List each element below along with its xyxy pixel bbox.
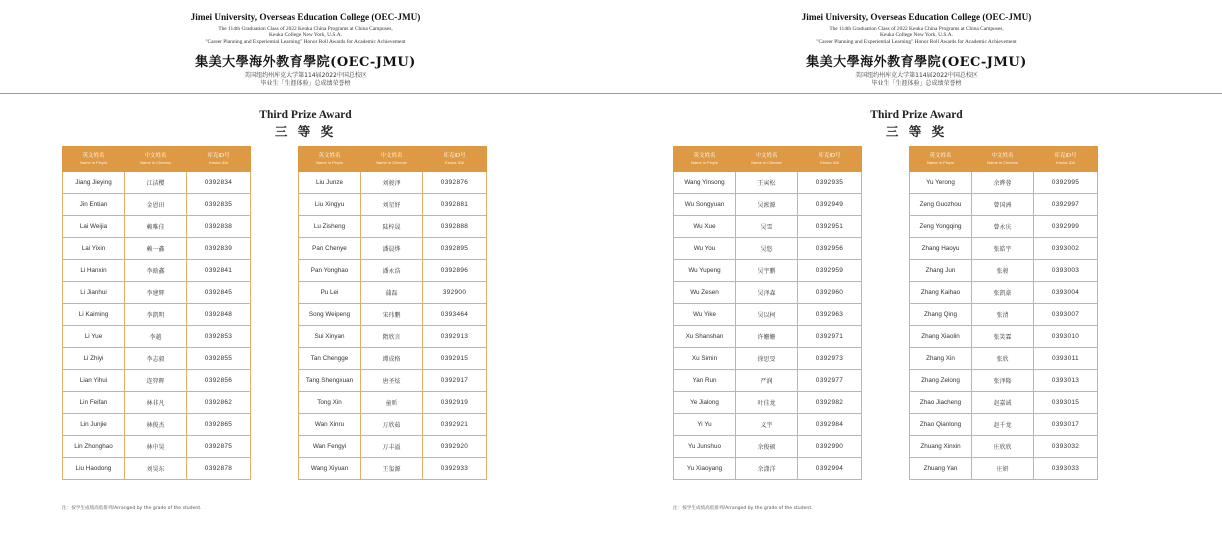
table-row: [674, 172, 862, 194]
header-sublabel: Keuka ID#: [445, 159, 464, 165]
name-chinese-cell: 吴泽森: [736, 282, 798, 304]
name-pinyin-cell: Zhang Jun: [910, 260, 972, 282]
name-chinese-cell: 万丰溢: [361, 436, 423, 458]
name-pinyin-cell: Lai Yixin: [63, 238, 125, 260]
keuka-id-cell: 0392881: [423, 194, 487, 216]
table-row: [299, 216, 487, 238]
keuka-id-cell: 0393017: [1034, 414, 1098, 436]
keuka-id-cell: 0392853: [187, 326, 251, 348]
name-chinese-cell: 王寅松: [736, 172, 798, 194]
name-chinese-cell: 张欣: [972, 348, 1034, 370]
name-pinyin-cell: Zhuang Xinxin: [910, 436, 972, 458]
award-title-english: Third Prize Award: [870, 109, 963, 121]
name-pinyin-cell: Wu Zesen: [674, 282, 736, 304]
name-chinese-cell: 潘晨烨: [361, 238, 423, 260]
table-row: [299, 370, 487, 392]
header-sublabel: Name in Pinyin: [80, 159, 107, 165]
honor-roll-line: "Career Planning and Experiential Learning" Honor Roll Awards for Academic Achievement: [816, 39, 1017, 45]
name-pinyin-cell: Wu Yike: [674, 304, 736, 326]
keuka-id-cell: 0392865: [187, 414, 251, 436]
name-chinese-cell: 李越: [125, 326, 187, 348]
name-pinyin-cell: Zhang Xin: [910, 348, 972, 370]
name-chinese-cell: 吴悠: [736, 238, 798, 260]
name-chinese-cell: 江洁樱: [125, 172, 187, 194]
table-row: [63, 414, 251, 436]
document-header: [611, 0, 1222, 94]
table-row: [63, 282, 251, 304]
name-pinyin-cell: Wan Fengyi: [299, 436, 361, 458]
table-row: [910, 348, 1098, 370]
name-chinese-cell: 义宇: [736, 414, 798, 436]
table-row: [299, 458, 487, 480]
header-label: 英文姓名: [929, 152, 952, 159]
name-chinese-cell: 蒲磊: [361, 282, 423, 304]
name-chinese-cell: 金恩田: [125, 194, 187, 216]
graduation-class-line: The 114th Graduation Class of 2022 Keuka China Programs at China Campuses,: [218, 26, 393, 32]
name-pinyin-cell: Lin Junjie: [63, 414, 125, 436]
award-table-right: [909, 146, 1098, 480]
keuka-id-cell: 0393033: [1034, 458, 1098, 480]
keuka-id-cell: 0392841: [187, 260, 251, 282]
name-pinyin-cell: Lu Zisheng: [299, 216, 361, 238]
keuka-id-cell: 0393007: [1034, 304, 1098, 326]
header-label: 中文姓名: [144, 152, 167, 159]
name-pinyin-cell: Zeng Yongqing: [910, 216, 972, 238]
header-label: 英文姓名: [82, 152, 105, 159]
keuka-id-cell: 0393015: [1034, 392, 1098, 414]
name-pinyin-cell: Xu Shanshan: [674, 326, 736, 348]
header-name-chinese: [736, 147, 798, 172]
name-chinese-cell: 刘星妤: [361, 194, 423, 216]
header-name-pinyin: [63, 147, 125, 172]
header-label: 英文姓名: [318, 152, 341, 159]
table-row: [910, 172, 1098, 194]
name-pinyin-cell: Liu Xingyu: [299, 194, 361, 216]
keuka-id-cell: 0392949: [798, 194, 862, 216]
name-chinese-cell: 王玺源: [361, 458, 423, 480]
keuka-id-cell: 0392876: [423, 172, 487, 194]
name-chinese-cell: 童昕: [361, 392, 423, 414]
keuka-id-cell: 0392990: [798, 436, 862, 458]
table-row: [674, 194, 862, 216]
name-chinese-cell: 万欣茹: [361, 414, 423, 436]
keuka-id-cell: 0392895: [423, 238, 487, 260]
table-row: [63, 436, 251, 458]
keuka-id-cell: 0392963: [798, 304, 862, 326]
name-pinyin-cell: Lin Feifan: [63, 392, 125, 414]
name-pinyin-cell: Zhao Qianlong: [910, 414, 972, 436]
name-chinese-cell: 陆梓晟: [361, 216, 423, 238]
name-chinese-cell: 李晗鑫: [125, 260, 187, 282]
name-chinese-cell: 赵嘉诚: [972, 392, 1034, 414]
table-row: [299, 348, 487, 370]
award-table-right: [298, 146, 487, 480]
name-pinyin-cell: Li Jianhui: [63, 282, 125, 304]
graduation-class-line: The 114th Graduation Class of 2022 Keuka China Programs at China Campuses,: [829, 26, 1004, 32]
keuka-id-cell: 0392997: [1034, 194, 1098, 216]
name-chinese-cell: 李志毅: [125, 348, 187, 370]
keuka-id-cell: 0392956: [798, 238, 862, 260]
name-chinese-cell: 张笑霖: [972, 326, 1034, 348]
award-table-left: [62, 146, 251, 480]
name-chinese-cell: 赖一鑫: [125, 238, 187, 260]
table-row: [63, 370, 251, 392]
table-row: [674, 260, 862, 282]
table-row: [910, 282, 1098, 304]
award-title-chinese: 三 等 奖: [274, 124, 337, 139]
keuka-id-cell: 0392835: [187, 194, 251, 216]
keuka-id-cell: 0392920: [423, 436, 487, 458]
table-header-row: [910, 147, 1098, 172]
name-chinese-cell: 许姗姗: [736, 326, 798, 348]
header-divider: [611, 93, 1222, 94]
name-chinese-cell: 潘永浩: [361, 260, 423, 282]
award-table-left: [673, 146, 862, 480]
keuka-id-cell: 0392896: [423, 260, 487, 282]
name-chinese-cell: 张皓宇: [972, 238, 1034, 260]
keuka-id-cell: 0392933: [423, 458, 487, 480]
name-pinyin-cell: Yan Run: [674, 370, 736, 392]
table-row: [299, 436, 487, 458]
keuka-id-cell: 0392834: [187, 172, 251, 194]
name-pinyin-cell: Jiang Jieying: [63, 172, 125, 194]
table-row: [299, 172, 487, 194]
keuka-id-cell: 0392856: [187, 370, 251, 392]
table-row: [674, 282, 862, 304]
table-row: [674, 414, 862, 436]
honor-roll-line: "Career Planning and Experiential Learning" Honor Roll Awards for Academic Achievement: [205, 39, 406, 45]
keuka-id-cell: 0392977: [798, 370, 862, 392]
name-pinyin-cell: Zhao Jiacheng: [910, 392, 972, 414]
name-pinyin-cell: Yu Yerong: [910, 172, 972, 194]
name-pinyin-cell: Li Zhiyi: [63, 348, 125, 370]
table-row: [674, 326, 862, 348]
keuka-id-cell: 0392951: [798, 216, 862, 238]
table-row: [299, 414, 487, 436]
table-row: [63, 216, 251, 238]
name-chinese-cell: 李建辉: [125, 282, 187, 304]
name-chinese-cell: 吴宇鹏: [736, 260, 798, 282]
name-pinyin-cell: Song Weipeng: [299, 304, 361, 326]
name-chinese-cell: 庄欣欣: [972, 436, 1034, 458]
header-sublabel: Name in Pinyin: [927, 159, 954, 165]
chinese-subtitle-1: 美国纽约州库克大学第114届2022中国总校区: [855, 72, 978, 79]
name-pinyin-cell: Wang Yinsong: [674, 172, 736, 194]
table-row: [674, 348, 862, 370]
name-pinyin-cell: Sui Xinyan: [299, 326, 361, 348]
name-pinyin-cell: Liu Haodong: [63, 458, 125, 480]
keuka-id-cell: 0392845: [187, 282, 251, 304]
name-pinyin-cell: Pu Lei: [299, 282, 361, 304]
keuka-id-cell: 0392839: [187, 238, 251, 260]
table-row: [674, 458, 862, 480]
header-keuka-id: [423, 147, 487, 172]
table-row: [299, 238, 487, 260]
name-chinese-cell: 李凯明: [125, 304, 187, 326]
table-row: [910, 414, 1098, 436]
header-sublabel: Name in Chinese: [751, 159, 782, 165]
name-pinyin-cell: Tang Shengxuan: [299, 370, 361, 392]
table-row: [63, 238, 251, 260]
table-row: [910, 194, 1098, 216]
name-pinyin-cell: Wang Xiyuan: [299, 458, 361, 480]
header-label: 英文姓名: [693, 152, 716, 159]
keuka-id-cell: 0392984: [798, 414, 862, 436]
name-pinyin-cell: Pan Yonghao: [299, 260, 361, 282]
name-pinyin-cell: Pan Chenye: [299, 238, 361, 260]
name-pinyin-cell: Tong Xin: [299, 392, 361, 414]
name-chinese-cell: 林俊杰: [125, 414, 187, 436]
table-row: [910, 392, 1098, 414]
keuka-id-cell: 0392917: [423, 370, 487, 392]
header-label: 中文姓名: [991, 152, 1014, 159]
name-pinyin-cell: Lian Yihui: [63, 370, 125, 392]
award-page-right: [611, 0, 1222, 536]
header-sublabel: Name in Chinese: [376, 159, 407, 165]
name-chinese-cell: 张凯豪: [972, 282, 1034, 304]
table-row: [63, 392, 251, 414]
table-row: [910, 326, 1098, 348]
name-chinese-cell: 吴雪: [736, 216, 798, 238]
keuka-id-cell: 0392971: [798, 326, 862, 348]
name-chinese-cell: 赵千龙: [972, 414, 1034, 436]
keuka-id-cell: 0392855: [187, 348, 251, 370]
keuka-id-cell: 0392999: [1034, 216, 1098, 238]
chinese-subtitle-2: 毕业生「生涯体验」总成绩荣誉榜: [260, 80, 351, 87]
keuka-id-cell: 0392994: [798, 458, 862, 480]
table-row: [299, 326, 487, 348]
name-pinyin-cell: Yi Yu: [674, 414, 736, 436]
header-sublabel: Name in Chinese: [987, 159, 1018, 165]
table-row: [299, 392, 487, 414]
keuka-id-cell: 0393003: [1034, 260, 1098, 282]
header-label: 中文姓名: [380, 152, 403, 159]
header-name-chinese: [972, 147, 1034, 172]
header-sublabel: Name in Chinese: [140, 159, 171, 165]
header-keuka-id: [1034, 147, 1098, 172]
award-title-english: Third Prize Award: [259, 109, 352, 121]
header-sublabel: Keuka ID#: [1056, 159, 1075, 165]
name-pinyin-cell: Wu Songyuan: [674, 194, 736, 216]
keuka-id-cell: 0393013: [1034, 370, 1098, 392]
keuka-id-cell: 0392919: [423, 392, 487, 414]
name-chinese-cell: 庄妍: [972, 458, 1034, 480]
header-keuka-id: [798, 147, 862, 172]
table-row: [674, 216, 862, 238]
name-pinyin-cell: Tan Chengge: [299, 348, 361, 370]
college-chinese-name: 集美大學海外教育學院(OEC-JMU): [806, 55, 1027, 70]
name-chinese-cell: 叶佳龙: [736, 392, 798, 414]
name-pinyin-cell: Liu Junze: [299, 172, 361, 194]
name-pinyin-cell: Lai Weijia: [63, 216, 125, 238]
keuka-id-cell: 0392888: [423, 216, 487, 238]
name-pinyin-cell: Li Kaiming: [63, 304, 125, 326]
table-row: [910, 260, 1098, 282]
name-pinyin-cell: Zhuang Yan: [910, 458, 972, 480]
award-title-chinese: 三 等 奖: [885, 124, 948, 139]
table-header-row: [63, 147, 251, 172]
table-row: [674, 304, 862, 326]
table-row: [299, 282, 487, 304]
name-pinyin-cell: Wu Yupeng: [674, 260, 736, 282]
name-chinese-cell: 余晔蓉: [972, 172, 1034, 194]
keuka-id-cell: 0392875: [187, 436, 251, 458]
chinese-subtitle-2: 毕业生「生涯体验」总成绩荣誉榜: [871, 80, 962, 87]
name-chinese-cell: 赖唯佳: [125, 216, 187, 238]
table-header-row: [299, 147, 487, 172]
name-chinese-cell: 谭成格: [361, 348, 423, 370]
table-row: [63, 348, 251, 370]
table-row: [910, 216, 1098, 238]
header-name-pinyin: [299, 147, 361, 172]
table-row: [63, 458, 251, 480]
header-name-pinyin: [674, 147, 736, 172]
table-row: [674, 238, 862, 260]
table-row: [63, 194, 251, 216]
college-chinese-name: 集美大學海外教育學院(OEC-JMU): [195, 55, 416, 70]
college-title: Jimei University, Overseas Education College (OEC-JMU): [801, 12, 1032, 22]
name-pinyin-cell: Ye Jialong: [674, 392, 736, 414]
header-sublabel: Name in Pinyin: [316, 159, 343, 165]
keuka-id-cell: 0392921: [423, 414, 487, 436]
name-pinyin-cell: Lin Zhonghao: [63, 436, 125, 458]
table-header-row: [674, 147, 862, 172]
name-pinyin-cell: Zhang Haoyu: [910, 238, 972, 260]
name-chinese-cell: 张骏: [972, 260, 1034, 282]
name-chinese-cell: 吴淞源: [736, 194, 798, 216]
header-label: 中文姓名: [755, 152, 778, 159]
name-pinyin-cell: Wan Xinru: [299, 414, 361, 436]
table-row: [674, 392, 862, 414]
name-chinese-cell: 徐思旻: [736, 348, 798, 370]
keuka-id-cell: 0392915: [423, 348, 487, 370]
table-row: [63, 172, 251, 194]
table-row: [63, 260, 251, 282]
name-chinese-cell: 林中昊: [125, 436, 187, 458]
name-chinese-cell: 林非凡: [125, 392, 187, 414]
table-row: [299, 194, 487, 216]
table-row: [910, 436, 1098, 458]
table-row: [674, 370, 862, 392]
name-pinyin-cell: Zhang Kaihao: [910, 282, 972, 304]
keuka-id-cell: 0392959: [798, 260, 862, 282]
name-pinyin-cell: Zhang Qing: [910, 304, 972, 326]
name-chinese-cell: 宋玮鹏: [361, 304, 423, 326]
header-sublabel: Keuka ID#: [209, 159, 228, 165]
keuka-id-cell: 0392878: [187, 458, 251, 480]
header-sublabel: Keuka ID#: [820, 159, 839, 165]
chinese-subtitle-1: 美国纽约州库克大学第114届2022中国总校区: [244, 72, 367, 79]
name-pinyin-cell: Yu Junshuo: [674, 436, 736, 458]
header-label: 库克ID号: [818, 152, 841, 159]
header-label: 库克ID号: [207, 152, 230, 159]
name-chinese-cell: 张泽隆: [972, 370, 1034, 392]
header-label: 库克ID号: [1054, 152, 1077, 159]
keuka-id-cell: 0392982: [798, 392, 862, 414]
name-pinyin-cell: Wu Xue: [674, 216, 736, 238]
table-row: [299, 304, 487, 326]
name-chinese-cell: 吴以柯: [736, 304, 798, 326]
name-chinese-cell: 余俊硕: [736, 436, 798, 458]
keuka-id-cell: 0393002: [1034, 238, 1098, 260]
college-title: Jimei University, Overseas Education College (OEC-JMU): [190, 12, 421, 22]
name-chinese-cell: 隋欣言: [361, 326, 423, 348]
table-row: [910, 458, 1098, 480]
keuka-id-cell: 0392935: [798, 172, 862, 194]
name-chinese-cell: 刘骏泽: [361, 172, 423, 194]
keuka-id-cell: 0393464: [423, 304, 487, 326]
header-sublabel: Name in Pinyin: [691, 159, 718, 165]
table-row: [910, 238, 1098, 260]
name-pinyin-cell: Zhang Xiaolin: [910, 326, 972, 348]
keuka-id-cell: 392900: [423, 282, 487, 304]
keuka-id-cell: 0393011: [1034, 348, 1098, 370]
header-divider: [0, 93, 611, 94]
name-pinyin-cell: Jin Entian: [63, 194, 125, 216]
name-pinyin-cell: Li Hanxin: [63, 260, 125, 282]
name-chinese-cell: 余潇洋: [736, 458, 798, 480]
college-location-line: Keuka College New York, U.S.A.: [880, 32, 953, 38]
keuka-id-cell: 0392838: [187, 216, 251, 238]
keuka-id-cell: 0393032: [1034, 436, 1098, 458]
table-row: [63, 304, 251, 326]
name-chinese-cell: 刘昊东: [125, 458, 187, 480]
keuka-id-cell: 0392848: [187, 304, 251, 326]
keuka-id-cell: 0392862: [187, 392, 251, 414]
header-label: 库克ID号: [443, 152, 466, 159]
keuka-id-cell: 0392995: [1034, 172, 1098, 194]
document-header: [0, 0, 611, 94]
name-chinese-cell: 曾国洲: [972, 194, 1034, 216]
header-keuka-id: [187, 147, 251, 172]
keuka-id-cell: 0392973: [798, 348, 862, 370]
keuka-id-cell: 0392960: [798, 282, 862, 304]
keuka-id-cell: 0393010: [1034, 326, 1098, 348]
name-chinese-cell: 连羿晖: [125, 370, 187, 392]
table-row: [299, 260, 487, 282]
name-chinese-cell: 唐圣炫: [361, 370, 423, 392]
name-chinese-cell: 张清: [972, 304, 1034, 326]
table-row: [674, 436, 862, 458]
name-pinyin-cell: Li Yue: [63, 326, 125, 348]
footnote: 注：按学生成绩高低排列/Arranged by the grade of the student.: [673, 506, 813, 511]
name-pinyin-cell: Xu Simin: [674, 348, 736, 370]
name-pinyin-cell: Yu Xiaoyang: [674, 458, 736, 480]
keuka-id-cell: 0393004: [1034, 282, 1098, 304]
table-row: [63, 326, 251, 348]
name-pinyin-cell: Zhang Zelong: [910, 370, 972, 392]
name-chinese-cell: 严润: [736, 370, 798, 392]
header-name-chinese: [361, 147, 423, 172]
college-location-line: Keuka College New York, U.S.A.: [269, 32, 342, 38]
name-pinyin-cell: Zeng Guozhou: [910, 194, 972, 216]
keuka-id-cell: 0392913: [423, 326, 487, 348]
header-name-chinese: [125, 147, 187, 172]
header-name-pinyin: [910, 147, 972, 172]
table-row: [910, 370, 1098, 392]
name-pinyin-cell: Wu You: [674, 238, 736, 260]
name-chinese-cell: 曾永庆: [972, 216, 1034, 238]
table-row: [910, 304, 1098, 326]
footnote: 注：按学生成绩高低排列/Arranged by the grade of the student.: [62, 506, 202, 511]
